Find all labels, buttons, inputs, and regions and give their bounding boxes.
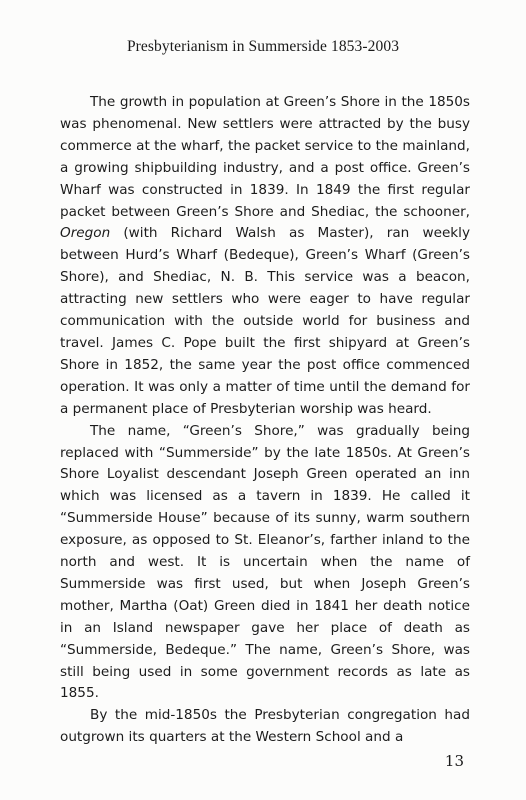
paragraph-1-text-b: (with Richard Walsh as Master), ran weekly between Hurd’s Wharf (Bedeque), Green’s Wharf (Green’s Shore), and Shediac, N. B. This service was a beacon, attracting new settlers who were eager to have regular communication with the outside world for business and travel. James C. Pope built the first shipyard at Green’s Shore in 1852, the same year the post office commenced operation. It was only a matter of time until the demand for a permanent place of Presbyterian worship was heard. xyxy=(60,225,470,417)
paragraph-1-text-a: The growth in population at Green’s Shore in the 1850s was phenomenal. New settlers were attracted by the busy commerce at the wharf, the packet service to the mainland, a growing shipbuilding industry, and a post office. Green’s Wharf was constructed in 1839. In 1849 the first regular packet between Green’s Shore and Shediac, the schooner, xyxy=(60,94,470,220)
ship-name: Oregon xyxy=(60,225,111,242)
body-text xyxy=(60,92,470,749)
paragraph-3: By the mid-1850s the Presbyterian congregation had outgrown its quarters at the Western School and a xyxy=(60,707,470,746)
page-number: 13 xyxy=(444,752,464,770)
running-header: Presbyterianism in Summerside 1853-2003 xyxy=(126,38,400,55)
paragraph-1 xyxy=(60,92,470,421)
paragraph-2: The name, “Green’s Shore,” was gradually being replaced with “Summerside” by the late 1850s. At Green’s Shore Loyalist descendant Joseph Green operated an inn which was licensed as a tavern in 1839. He called it “Summerside House” because of its sunny, warm southern exposure, as opposed to St. Eleanor’s, farther inland to the north and west. It is uncertain when the name of Summerside was first used, but when Joseph Green’s mother, Martha (Oat) Green died in 1841 her death notice in an Island newspaper gave her place of death as “Summerside, Bedeque.” The name, Green’s Shore, was still being used in some government records as late as 1855. xyxy=(60,422,470,702)
